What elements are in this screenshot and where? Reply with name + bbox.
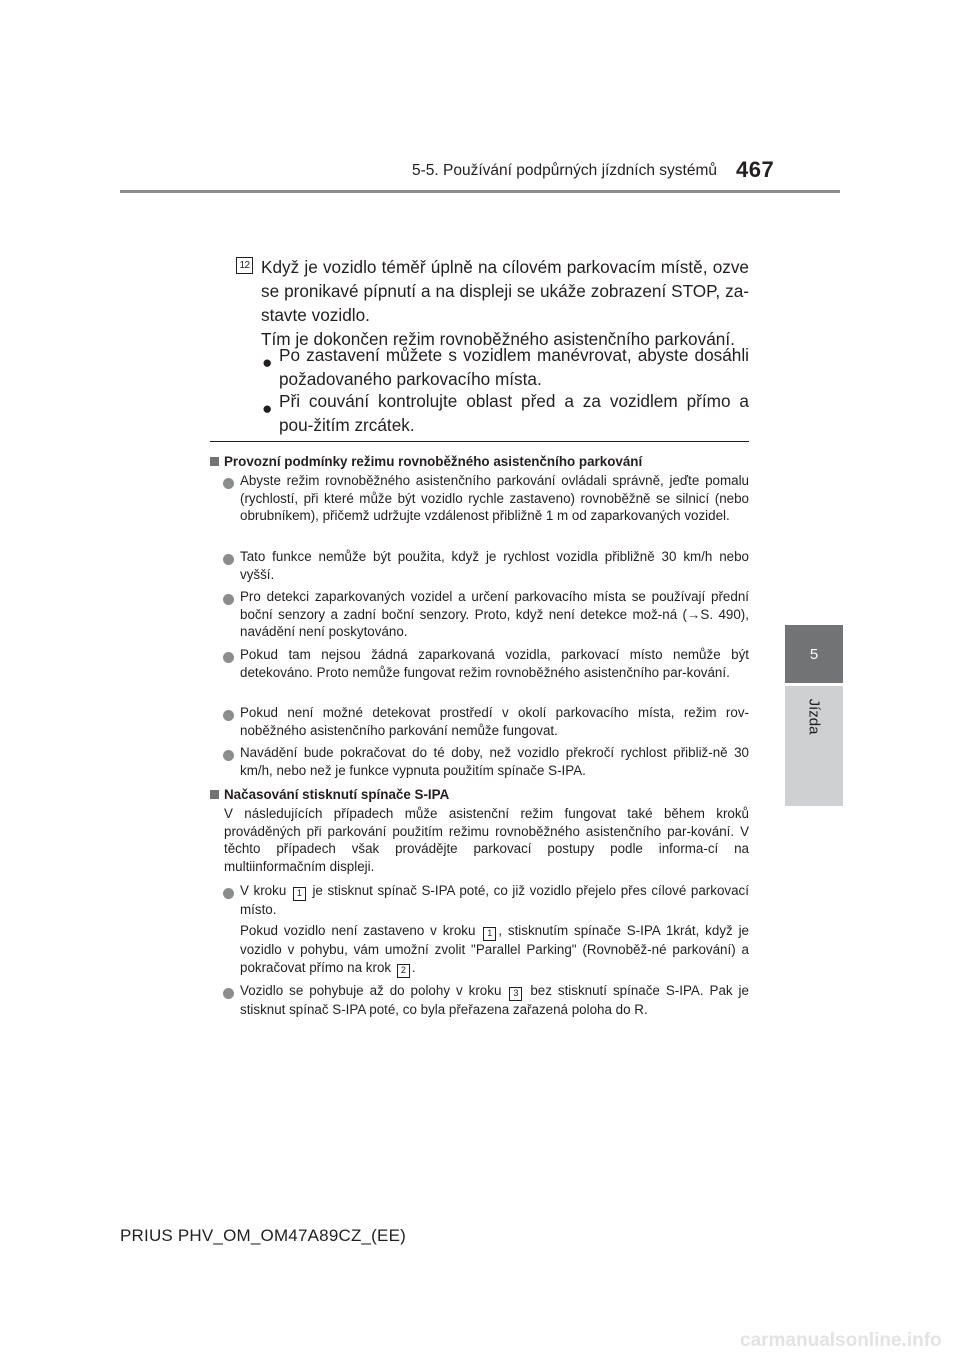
section-heading: Provozní podmínky režimu rovnoběžného asistenčního parkování — [210, 453, 642, 471]
dot-bullet-icon — [223, 594, 234, 605]
list-item: Pokud není možné detekovat prostředí v okolí parkovacího místa, režim rov-noběžného asistenčního parkování nemůže fungovat. — [240, 705, 749, 738]
step-bullet-text: Při couvání kontrolujte oblast před a za vozidlem přímo a pou-žitím zrcátek. — [279, 391, 749, 435]
dot-bullet-icon — [223, 652, 234, 663]
dot-bullet-icon — [223, 554, 234, 565]
watermark: carmanualsonline.info — [740, 1330, 942, 1351]
document-code: PRIUS PHV_OM_OM47A89CZ_(EE) — [120, 1226, 406, 1245]
list-item: Abyste režim rovnoběžného asistenčního parkování ovládali správně, jeďte pomalu (rychlostí, při které může být vozidlo rychle zastaveno) rovnoběžně se silnicí (nebo obrubníkem), přičemž udržujte vzdálenost přibližně 1 m od zaparkovaných vozidel. — [240, 473, 749, 524]
section-intro: V následujících případech může asistenční režim fungovat také během kroků prováděných při parkování použitím režimu rovnoběžného asistenčního par-kování. V těchto případech však provádějte parkovací postupy podle informa-cí na multiinformačním displeji. — [224, 806, 749, 875]
page-number: 467 — [736, 157, 775, 182]
dot-bullet-icon — [223, 710, 234, 721]
square-bullet-icon — [210, 457, 219, 466]
step-number-box: 12 — [236, 257, 253, 274]
list-item: Vozidlo se pohybuje až do polohy v kroku 3 bez stisknutí spínače S-IPA. Pak je stisknut spínač S-IPA poté, co byla přeřazena zařazená poloha do R. — [240, 983, 749, 1017]
chapter-tab-label: Jízda — [785, 686, 843, 806]
list-item: Navádění bude pokračovat do té doby, než vozidlo překročí rychlost přibliž-ně 30 km/h, nebo než je funkce vypnuta použitím spínače S-IPA. — [240, 745, 749, 778]
bullet-icon: ● — [262, 352, 273, 372]
list-item: Pro detekci zaparkovaných vozidel a určení parkovacího místa se používají přední boční senzory a zadní boční senzory. Proto, když není detekce mož-ná (→S. 490), navádění není poskytováno. — [240, 589, 749, 640]
header-rule — [120, 190, 840, 193]
dot-bullet-icon — [223, 888, 234, 899]
chapter-tab-number: 5 — [785, 625, 843, 683]
dot-bullet-icon — [223, 750, 234, 761]
step-paragraph: Tím je dokončen režim rovnoběžného asistenčního parkování. — [261, 329, 735, 349]
bullet-icon: ● — [262, 398, 273, 418]
section-divider — [210, 441, 749, 442]
list-item-sub: Pokud vozidlo není zastaveno v kroku 1 , stisknutím spínače S-IPA 1krát, když je vozidlo v pohybu, vám umožní zvolit "Parallel Parking" (Rovnoběž-né parkování) a pokračovat přímo na krok 2 . — [240, 922, 749, 978]
step-ref-box: 1 — [293, 887, 306, 901]
list-item: Pokud tam nejsou žádná zaparkovaná vozidla, parkovací místo nemůže být detekováno. Proto nemůže fungovat režim rovnoběžného asistenčního par-kování. — [240, 647, 749, 680]
step-ref-box: 3 — [509, 987, 522, 1001]
section-heading: Načasování stisknutí spínače S-IPA — [210, 786, 449, 804]
list-item: V kroku 1 je stisknut spínač S-IPA poté, co již vozidlo přejelo přes cílové parkovací místo. — [240, 883, 749, 917]
step-ref-box: 1 — [483, 927, 496, 941]
square-bullet-icon — [210, 790, 219, 799]
step-text — [261, 255, 749, 351]
header-title: 5-5. Používání podpůrných jízdních systémů — [412, 162, 717, 179]
step-paragraph: Když je vozidlo téměř úplně na cílovém parkovacím místě, ozve se pronikavé pípnutí a na displeji se ukáže zobrazení STOP, za-stavte vozidlo. — [261, 257, 749, 325]
dot-bullet-icon — [223, 478, 234, 489]
list-item: Tato funkce nemůže být použita, když je rychlost vozidla přibližně 30 km/h nebo vyšší. — [240, 549, 749, 582]
step-ref-box: 2 — [397, 964, 410, 978]
step-bullet-text: Po zastavení můžete s vozidlem manévrovat, abyste dosáhli požadovaného parkovacího místa. — [279, 345, 749, 389]
dot-bullet-icon — [223, 988, 234, 999]
